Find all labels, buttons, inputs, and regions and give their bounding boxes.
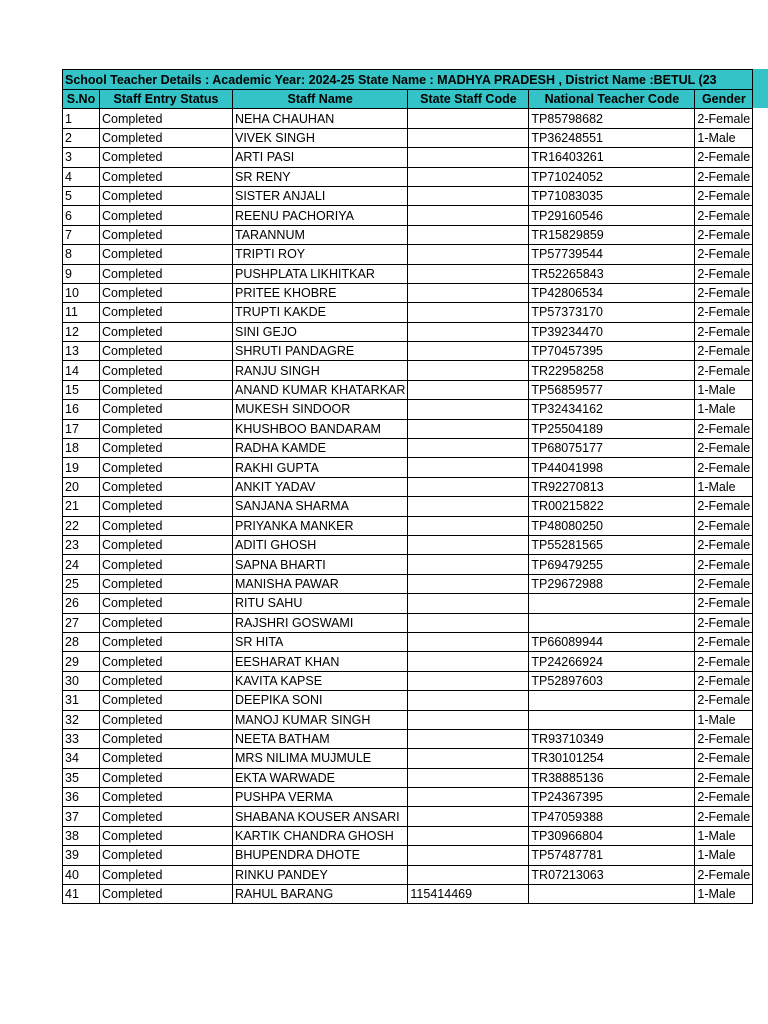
cell-state-staff-code[interactable] [408, 458, 529, 477]
table-row [63, 264, 753, 283]
cell-gender[interactable]: 2-Female [695, 245, 753, 264]
cell-staff-name[interactable]: RAJSHRI GOSWAMI [233, 613, 408, 632]
cell-staff-name[interactable]: ANAND KUMAR KHATARKAR [233, 380, 408, 399]
cell-staff-entry-status[interactable]: Completed [100, 768, 233, 787]
header-state-staff-code[interactable]: State Staff Code [408, 90, 529, 109]
cell-staff-entry-status[interactable]: Completed [100, 729, 233, 748]
cell-national-teacher-code[interactable]: TP36248551 [529, 128, 695, 147]
cell-staff-name[interactable]: SANJANA SHARMA [233, 497, 408, 516]
table-row [63, 671, 753, 690]
table-row [63, 729, 753, 748]
cell-national-teacher-code[interactable]: TP56859577 [529, 380, 695, 399]
cell-gender[interactable]: 2-Female [695, 865, 753, 884]
cell-staff-entry-status[interactable]: Completed [100, 749, 233, 768]
cell-gender[interactable]: 2-Female [695, 749, 753, 768]
cell-state-staff-code[interactable] [408, 342, 529, 361]
table-row [63, 361, 753, 380]
cell-sno[interactable]: 3 [63, 148, 100, 167]
cell-staff-name[interactable]: SAPNA BHARTI [233, 555, 408, 574]
cell-state-staff-code[interactable] [408, 477, 529, 496]
cell-staff-name[interactable]: SINI GEJO [233, 322, 408, 341]
cell-national-teacher-code[interactable]: TP57373170 [529, 303, 695, 322]
cell-gender[interactable]: 2-Female [695, 497, 753, 516]
cell-national-teacher-code[interactable]: TR93710349 [529, 729, 695, 748]
cell-gender[interactable]: 2-Female [695, 768, 753, 787]
cell-sno[interactable]: 29 [63, 652, 100, 671]
cell-national-teacher-code[interactable]: TP44041998 [529, 458, 695, 477]
cell-sno[interactable]: 11 [63, 303, 100, 322]
cell-sno[interactable]: 7 [63, 225, 100, 244]
cell-gender[interactable]: 2-Female [695, 574, 753, 593]
table-row [63, 128, 753, 147]
cell-state-staff-code[interactable]: 115414469 [408, 885, 529, 904]
cell-staff-name[interactable]: NEETA BATHAM [233, 729, 408, 748]
cell-sno[interactable]: 4 [63, 167, 100, 186]
cell-gender[interactable]: 2-Female [695, 807, 753, 826]
cell-sno[interactable]: 25 [63, 574, 100, 593]
cell-sno[interactable]: 12 [63, 322, 100, 341]
cell-staff-entry-status[interactable]: Completed [100, 128, 233, 147]
cell-staff-name[interactable]: REENU PACHORIYA [233, 206, 408, 225]
cell-sno[interactable]: 39 [63, 846, 100, 865]
table-row [63, 342, 753, 361]
cell-sno[interactable]: 26 [63, 594, 100, 613]
cell-sno[interactable]: 19 [63, 458, 100, 477]
cell-staff-entry-status[interactable]: Completed [100, 206, 233, 225]
cell-gender[interactable]: 2-Female [695, 613, 753, 632]
cell-sno[interactable]: 21 [63, 497, 100, 516]
cell-sno[interactable]: 35 [63, 768, 100, 787]
cell-staff-name[interactable]: SR RENY [233, 167, 408, 186]
cell-staff-name[interactable]: RITU SAHU [233, 594, 408, 613]
cell-sno[interactable]: 32 [63, 710, 100, 729]
cell-national-teacher-code[interactable]: TP32434162 [529, 400, 695, 419]
cell-staff-name[interactable]: EESHARAT KHAN [233, 652, 408, 671]
cell-sno[interactable]: 5 [63, 186, 100, 205]
table-row [63, 477, 753, 496]
cell-national-teacher-code[interactable]: TP85798682 [529, 109, 695, 128]
table-title[interactable]: School Teacher Details : Academic Year: 2024-25 State Name : MADHYA PRADESH , District Name :BETUL (23 [63, 70, 753, 90]
table-row [63, 439, 753, 458]
cell-staff-entry-status[interactable]: Completed [100, 788, 233, 807]
cell-staff-name[interactable]: TRIPTI ROY [233, 245, 408, 264]
cell-sno[interactable]: 24 [63, 555, 100, 574]
cell-staff-name[interactable]: KARTIK CHANDRA GHOSH [233, 826, 408, 845]
cell-staff-name[interactable]: PUSHPLATA LIKHITKAR [233, 264, 408, 283]
cell-staff-name[interactable]: RAHUL BARANG [233, 885, 408, 904]
cell-staff-name[interactable]: RINKU PANDEY [233, 865, 408, 884]
cell-sno[interactable]: 13 [63, 342, 100, 361]
cell-gender[interactable]: 1-Male [695, 400, 753, 419]
cell-sno[interactable]: 14 [63, 361, 100, 380]
cell-state-staff-code[interactable] [408, 419, 529, 438]
table-row [63, 322, 753, 341]
cell-staff-name[interactable]: MRS NILIMA MUJMULE [233, 749, 408, 768]
cell-sno[interactable]: 27 [63, 613, 100, 632]
cell-national-teacher-code[interactable]: TP71083035 [529, 186, 695, 205]
cell-staff-entry-status[interactable]: Completed [100, 361, 233, 380]
cell-staff-entry-status[interactable]: Completed [100, 322, 233, 341]
cell-national-teacher-code[interactable]: TP69479255 [529, 555, 695, 574]
cell-sno[interactable]: 34 [63, 749, 100, 768]
cell-staff-entry-status[interactable]: Completed [100, 477, 233, 496]
cell-state-staff-code[interactable] [408, 710, 529, 729]
cell-national-teacher-code[interactable]: TP39234470 [529, 322, 695, 341]
cell-state-staff-code[interactable] [408, 865, 529, 884]
cell-state-staff-code[interactable] [408, 400, 529, 419]
header-staff-entry-status[interactable]: Staff Entry Status [100, 90, 233, 109]
table-row [63, 885, 753, 904]
cell-staff-entry-status[interactable]: Completed [100, 400, 233, 419]
cell-national-teacher-code[interactable] [529, 885, 695, 904]
cell-state-staff-code[interactable] [408, 283, 529, 302]
cell-staff-name[interactable]: RADHA KAMDE [233, 439, 408, 458]
cell-national-teacher-code[interactable]: TP24266924 [529, 652, 695, 671]
column-header-row [63, 90, 753, 109]
cell-gender[interactable]: 2-Female [695, 458, 753, 477]
cell-state-staff-code[interactable] [408, 555, 529, 574]
cell-gender[interactable]: 2-Female [695, 419, 753, 438]
cell-staff-entry-status[interactable]: Completed [100, 846, 233, 865]
cell-state-staff-code[interactable] [408, 749, 529, 768]
cell-national-teacher-code[interactable]: TP29160546 [529, 206, 695, 225]
cell-staff-entry-status[interactable]: Completed [100, 109, 233, 128]
table-row [63, 497, 753, 516]
cell-staff-entry-status[interactable]: Completed [100, 303, 233, 322]
cell-staff-name[interactable]: MUKESH SINDOOR [233, 400, 408, 419]
cell-staff-name[interactable]: SISTER ANJALI [233, 186, 408, 205]
table-row [63, 865, 753, 884]
table-row [63, 807, 753, 826]
cell-state-staff-code[interactable] [408, 788, 529, 807]
header-staff-name[interactable]: Staff Name [233, 90, 408, 109]
cell-gender[interactable]: 2-Female [695, 303, 753, 322]
teacher-details-table [62, 69, 753, 904]
cell-sno[interactable]: 28 [63, 632, 100, 651]
cell-gender[interactable]: 2-Female [695, 671, 753, 690]
cell-gender[interactable]: 2-Female [695, 186, 753, 205]
cell-state-staff-code[interactable] [408, 245, 529, 264]
cell-gender[interactable]: 1-Male [695, 477, 753, 496]
cell-state-staff-code[interactable] [408, 652, 529, 671]
cell-staff-name[interactable]: MANOJ KUMAR SINGH [233, 710, 408, 729]
cell-gender[interactable]: 2-Female [695, 516, 753, 535]
table-title-row [63, 70, 753, 90]
cell-gender[interactable]: 2-Female [695, 109, 753, 128]
cell-national-teacher-code[interactable]: TP71024052 [529, 167, 695, 186]
cell-sno[interactable]: 20 [63, 477, 100, 496]
cell-staff-entry-status[interactable]: Completed [100, 225, 233, 244]
table-row [63, 516, 753, 535]
cell-sno[interactable]: 36 [63, 788, 100, 807]
cell-staff-entry-status[interactable]: Completed [100, 632, 233, 651]
cell-state-staff-code[interactable] [408, 768, 529, 787]
cell-sno[interactable]: 17 [63, 419, 100, 438]
cell-national-teacher-code[interactable]: TP47059388 [529, 807, 695, 826]
cell-state-staff-code[interactable] [408, 322, 529, 341]
cell-gender[interactable]: 2-Female [695, 361, 753, 380]
cell-staff-name[interactable]: SR HITA [233, 632, 408, 651]
table-row [63, 768, 753, 787]
cell-national-teacher-code[interactable]: TP66089944 [529, 632, 695, 651]
table-row [63, 419, 753, 438]
cell-staff-entry-status[interactable]: Completed [100, 458, 233, 477]
cell-national-teacher-code[interactable]: TP68075177 [529, 439, 695, 458]
cell-state-staff-code[interactable] [408, 826, 529, 845]
cell-staff-entry-status[interactable]: Completed [100, 594, 233, 613]
cell-national-teacher-code[interactable]: TP70457395 [529, 342, 695, 361]
cell-staff-name[interactable]: KHUSHBOO BANDARAM [233, 419, 408, 438]
cell-staff-entry-status[interactable]: Completed [100, 807, 233, 826]
cell-sno[interactable]: 10 [63, 283, 100, 302]
cell-gender[interactable]: 2-Female [695, 535, 753, 554]
cell-gender[interactable]: 2-Female [695, 788, 753, 807]
cell-national-teacher-code[interactable]: TP57487781 [529, 846, 695, 865]
table-row [63, 691, 753, 710]
cell-state-staff-code[interactable] [408, 167, 529, 186]
cell-staff-name[interactable]: PUSHPA VERMA [233, 788, 408, 807]
table-row [63, 283, 753, 302]
cell-gender[interactable]: 2-Female [695, 322, 753, 341]
table-row [63, 788, 753, 807]
cell-national-teacher-code[interactable]: TP42806534 [529, 283, 695, 302]
cell-staff-entry-status[interactable]: Completed [100, 691, 233, 710]
cell-national-teacher-code[interactable]: TP48080250 [529, 516, 695, 535]
cell-staff-entry-status[interactable]: Completed [100, 671, 233, 690]
table-row [63, 303, 753, 322]
cell-staff-entry-status[interactable]: Completed [100, 419, 233, 438]
table-row [63, 826, 753, 845]
cell-national-teacher-code[interactable]: TR30101254 [529, 749, 695, 768]
cell-national-teacher-code[interactable]: TR15829859 [529, 225, 695, 244]
cell-gender[interactable]: 2-Female [695, 691, 753, 710]
cell-sno[interactable]: 23 [63, 535, 100, 554]
cell-sno[interactable]: 41 [63, 885, 100, 904]
cell-staff-entry-status[interactable]: Completed [100, 245, 233, 264]
cell-staff-entry-status[interactable]: Completed [100, 516, 233, 535]
cell-staff-entry-status[interactable]: Completed [100, 148, 233, 167]
cell-staff-entry-status[interactable]: Completed [100, 342, 233, 361]
table-row [63, 846, 753, 865]
cell-gender[interactable]: 1-Male [695, 846, 753, 865]
cell-national-teacher-code[interactable]: TR22958258 [529, 361, 695, 380]
cell-gender[interactable]: 2-Female [695, 729, 753, 748]
table-row [63, 535, 753, 554]
cell-gender[interactable]: 1-Male [695, 128, 753, 147]
cell-state-staff-code[interactable] [408, 807, 529, 826]
table-row [63, 555, 753, 574]
cell-sno[interactable]: 16 [63, 400, 100, 419]
cell-national-teacher-code[interactable]: TP24367395 [529, 788, 695, 807]
cell-state-staff-code[interactable] [408, 264, 529, 283]
header-sno[interactable]: S.No [63, 90, 100, 109]
header-national-teacher-code[interactable]: National Teacher Code [529, 90, 695, 109]
cell-staff-entry-status[interactable]: Completed [100, 186, 233, 205]
cell-national-teacher-code[interactable]: TP55281565 [529, 535, 695, 554]
cell-state-staff-code[interactable] [408, 535, 529, 554]
cell-state-staff-code[interactable] [408, 632, 529, 651]
cell-gender[interactable]: 2-Female [695, 225, 753, 244]
cell-sno[interactable]: 9 [63, 264, 100, 283]
cell-sno[interactable]: 37 [63, 807, 100, 826]
cell-gender[interactable]: 2-Female [695, 283, 753, 302]
cell-sno[interactable]: 33 [63, 729, 100, 748]
cell-sno[interactable]: 8 [63, 245, 100, 264]
cell-gender[interactable]: 1-Male [695, 885, 753, 904]
cell-state-staff-code[interactable] [408, 846, 529, 865]
table-row [63, 148, 753, 167]
cell-national-teacher-code[interactable]: TR07213063 [529, 865, 695, 884]
cell-state-staff-code[interactable] [408, 225, 529, 244]
cell-state-staff-code[interactable] [408, 128, 529, 147]
cell-gender[interactable]: 2-Female [695, 555, 753, 574]
cell-sno[interactable]: 40 [63, 865, 100, 884]
cell-sno[interactable]: 18 [63, 439, 100, 458]
cell-staff-name[interactable]: NEHA CHAUHAN [233, 109, 408, 128]
cell-state-staff-code[interactable] [408, 361, 529, 380]
cell-staff-name[interactable]: DEEPIKA SONI [233, 691, 408, 710]
cell-staff-name[interactable]: RAKHI GUPTA [233, 458, 408, 477]
cell-state-staff-code[interactable] [408, 729, 529, 748]
cell-staff-name[interactable]: VIVEK SINGH [233, 128, 408, 147]
cell-state-staff-code[interactable] [408, 497, 529, 516]
cell-sno[interactable]: 1 [63, 109, 100, 128]
cell-staff-entry-status[interactable]: Completed [100, 865, 233, 884]
header-gender[interactable]: Gender [695, 90, 753, 109]
cell-sno[interactable]: 22 [63, 516, 100, 535]
table-row [63, 186, 753, 205]
cell-national-teacher-code[interactable] [529, 594, 695, 613]
cell-staff-name[interactable]: RANJU SINGH [233, 361, 408, 380]
cell-staff-name[interactable]: ANKIT YADAV [233, 477, 408, 496]
cell-gender[interactable]: 2-Female [695, 148, 753, 167]
cell-gender[interactable]: 1-Male [695, 826, 753, 845]
cell-national-teacher-code[interactable]: TR00215822 [529, 497, 695, 516]
cell-state-staff-code[interactable] [408, 516, 529, 535]
cell-sno[interactable]: 30 [63, 671, 100, 690]
cell-gender[interactable]: 1-Male [695, 710, 753, 729]
cell-gender[interactable]: 2-Female [695, 206, 753, 225]
table-row [63, 632, 753, 651]
cell-sno[interactable]: 2 [63, 128, 100, 147]
table-row [63, 594, 753, 613]
table-row [63, 245, 753, 264]
table-row [63, 652, 753, 671]
cell-sno[interactable]: 31 [63, 691, 100, 710]
cell-national-teacher-code[interactable] [529, 613, 695, 632]
cell-staff-entry-status[interactable]: Completed [100, 264, 233, 283]
cell-staff-entry-status[interactable]: Completed [100, 826, 233, 845]
cell-national-teacher-code[interactable]: TR92270813 [529, 477, 695, 496]
cell-staff-entry-status[interactable]: Completed [100, 652, 233, 671]
table-row [63, 167, 753, 186]
cell-gender[interactable]: 2-Female [695, 632, 753, 651]
cell-staff-entry-status[interactable]: Completed [100, 535, 233, 554]
cell-staff-entry-status[interactable]: Completed [100, 613, 233, 632]
cell-national-teacher-code[interactable] [529, 710, 695, 729]
cell-national-teacher-code[interactable]: TR38885136 [529, 768, 695, 787]
cell-state-staff-code[interactable] [408, 439, 529, 458]
cell-staff-entry-status[interactable]: Completed [100, 283, 233, 302]
cell-state-staff-code[interactable] [408, 671, 529, 690]
cell-state-staff-code[interactable] [408, 613, 529, 632]
table-row [63, 400, 753, 419]
cell-gender[interactable]: 2-Female [695, 167, 753, 186]
cell-state-staff-code[interactable] [408, 148, 529, 167]
cell-staff-name[interactable]: PRIYANKA MANKER [233, 516, 408, 535]
cell-state-staff-code[interactable] [408, 206, 529, 225]
cell-sno[interactable]: 38 [63, 826, 100, 845]
cell-staff-entry-status[interactable]: Completed [100, 497, 233, 516]
cell-staff-entry-status[interactable]: Completed [100, 167, 233, 186]
cell-staff-name[interactable]: SHABANA KOUSER ANSARI [233, 807, 408, 826]
cell-national-teacher-code[interactable]: TP30966804 [529, 826, 695, 845]
cell-gender[interactable]: 2-Female [695, 439, 753, 458]
cell-staff-name[interactable]: PRITEE KHOBRE [233, 283, 408, 302]
cell-staff-name[interactable]: BHUPENDRA DHOTE [233, 846, 408, 865]
table-row [63, 574, 753, 593]
cell-state-staff-code[interactable] [408, 594, 529, 613]
cell-sno[interactable]: 6 [63, 206, 100, 225]
cell-gender[interactable]: 2-Female [695, 594, 753, 613]
cell-staff-entry-status[interactable]: Completed [100, 555, 233, 574]
cell-state-staff-code[interactable] [408, 380, 529, 399]
cell-national-teacher-code[interactable] [529, 691, 695, 710]
cell-national-teacher-code[interactable]: TP25504189 [529, 419, 695, 438]
cell-national-teacher-code[interactable]: TP57739544 [529, 245, 695, 264]
table-row [63, 380, 753, 399]
cell-staff-entry-status[interactable]: Completed [100, 380, 233, 399]
cell-staff-entry-status[interactable]: Completed [100, 574, 233, 593]
cell-state-staff-code[interactable] [408, 691, 529, 710]
table-row [63, 749, 753, 768]
cell-national-teacher-code[interactable]: TR52265843 [529, 264, 695, 283]
cell-national-teacher-code[interactable]: TR16403261 [529, 148, 695, 167]
cell-staff-name[interactable]: SHRUTI PANDAGRE [233, 342, 408, 361]
cell-sno[interactable]: 15 [63, 380, 100, 399]
table-row [63, 458, 753, 477]
cell-gender[interactable]: 1-Male [695, 380, 753, 399]
cell-state-staff-code[interactable] [408, 186, 529, 205]
table-row [63, 109, 753, 128]
cell-gender[interactable]: 2-Female [695, 342, 753, 361]
cell-staff-name[interactable]: EKTA WARWADE [233, 768, 408, 787]
cell-staff-name[interactable]: ADITI GHOSH [233, 535, 408, 554]
cell-staff-name[interactable]: ARTI PASI [233, 148, 408, 167]
cell-state-staff-code[interactable] [408, 109, 529, 128]
cell-staff-name[interactable]: MANISHA PAWAR [233, 574, 408, 593]
cell-gender[interactable]: 2-Female [695, 652, 753, 671]
cell-staff-name[interactable]: KAVITA KAPSE [233, 671, 408, 690]
cell-national-teacher-code[interactable]: TP29672988 [529, 574, 695, 593]
table-row [63, 206, 753, 225]
cell-national-teacher-code[interactable]: TP52897603 [529, 671, 695, 690]
cell-state-staff-code[interactable] [408, 303, 529, 322]
cell-staff-entry-status[interactable]: Completed [100, 439, 233, 458]
cell-gender[interactable]: 2-Female [695, 264, 753, 283]
table-row [63, 613, 753, 632]
cell-staff-name[interactable]: TRUPTI KAKDE [233, 303, 408, 322]
cell-staff-name[interactable]: TARANNUM [233, 225, 408, 244]
cell-staff-entry-status[interactable]: Completed [100, 885, 233, 904]
table-row [63, 225, 753, 244]
cell-staff-entry-status[interactable]: Completed [100, 710, 233, 729]
table-row [63, 710, 753, 729]
cell-state-staff-code[interactable] [408, 574, 529, 593]
